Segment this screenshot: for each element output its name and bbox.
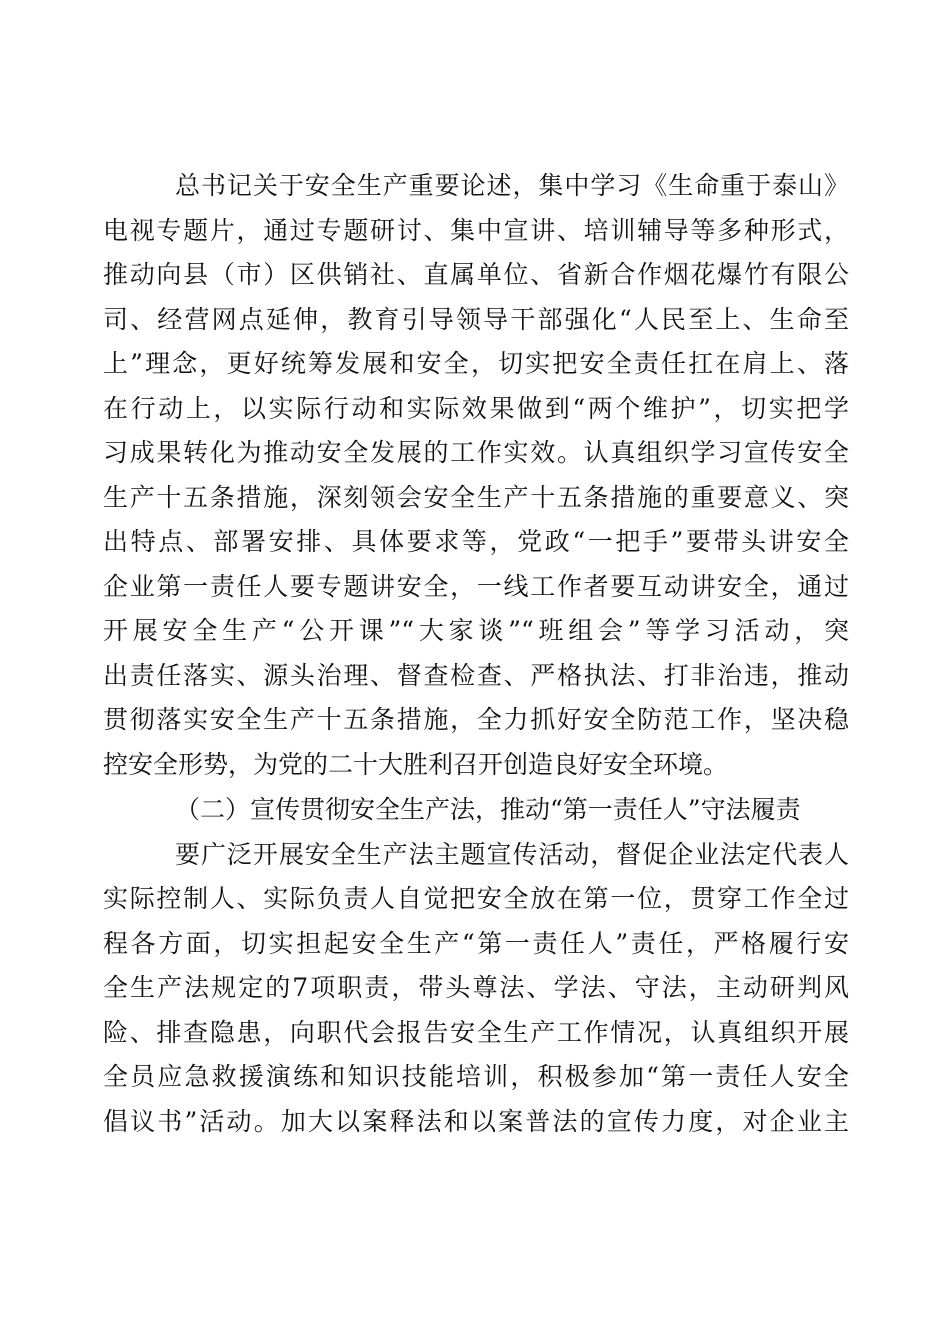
paragraph-2-line: 险、排查隐患，向职代会报告安全生产工作情况，认真组织开展 — [103, 1017, 849, 1047]
paragraph-1-line: 贯彻落实安全生产十五条措施，全力抓好安全防范工作，坚决稳 — [103, 705, 849, 734]
section-2 — [103, 788, 849, 1144]
paragraph-1 — [103, 164, 849, 787]
paragraph-1-line: 出特点、部署安排、具体要求等，党政“一把手”要带头讲安全 — [103, 527, 849, 556]
paragraph-1-line: 在行动上，以实际行动和实际效果做到“两个维护”，切实把学 — [103, 393, 849, 423]
paragraph-1-line: 企业第一责任人要专题讲安全，一线工作者要互动讲安全，通过 — [103, 571, 849, 601]
paragraph-1-line: 生产十五条措施，深刻领会安全生产十五条措施的重要意义、突 — [103, 482, 849, 512]
paragraph-2-line: 要广泛开展安全生产法主题宣传活动，督促企业法定代表人 — [175, 839, 849, 869]
paragraph-1-line: 上”理念，更好统筹发展和安全，切实把安全责任扛在肩上、落 — [103, 349, 849, 378]
paragraph-1-line: 控安全形势，为党的二十大胜利召开创造良好安全环境。 — [103, 749, 729, 779]
paragraph-2-line: 程各方面，切实担起安全生产“第一责任人”责任，严格履行安 — [103, 928, 849, 958]
paragraph-2-line: 全员应急救援演练和知识技能培训，积极参加“第一责任人安全 — [103, 1062, 849, 1091]
paragraph-2-line: 实际控制人、实际负责人自觉把安全放在第一位，贯穿工作全过 — [103, 884, 849, 913]
paragraph-2-line: 倡议书”活动。加大以案释法和以案普法的宣传力度，对企业主 — [103, 1106, 849, 1136]
section-heading: （二）宣传贯彻安全生产法，推动“第一责任人”守法履责 — [175, 795, 801, 824]
paragraph-1-line: 习成果转化为推动安全发展的工作实效。认真组织学习宣传安全 — [103, 438, 849, 467]
paragraph-2-line: 全生产法规定的7项职责，带头尊法、学法、守法，主动研判风 — [103, 973, 849, 1002]
paragraph-1-line: 总书记关于安全生产重要论述，集中学习《生命重于泰山》 — [175, 171, 849, 200]
paragraph-1-line: 开展安全生产“公开课”“大家谈”“班组会”等学习活动，突 — [103, 616, 849, 645]
paragraph-1-line: 推动向县（市）区供销社、直属单位、省新合作烟花爆竹有限公 — [103, 260, 849, 289]
paragraph-1-line: 司、经营网点延伸，教育引导领导干部强化“人民至上、生命至 — [103, 304, 849, 334]
paragraph-1-line: 电视专题片，通过专题研讨、集中宣讲、培训辅导等多种形式， — [103, 215, 849, 245]
paragraph-1-line: 出责任落实、源头治理、督查检查、严格执法、打非治违，推动 — [103, 660, 849, 690]
